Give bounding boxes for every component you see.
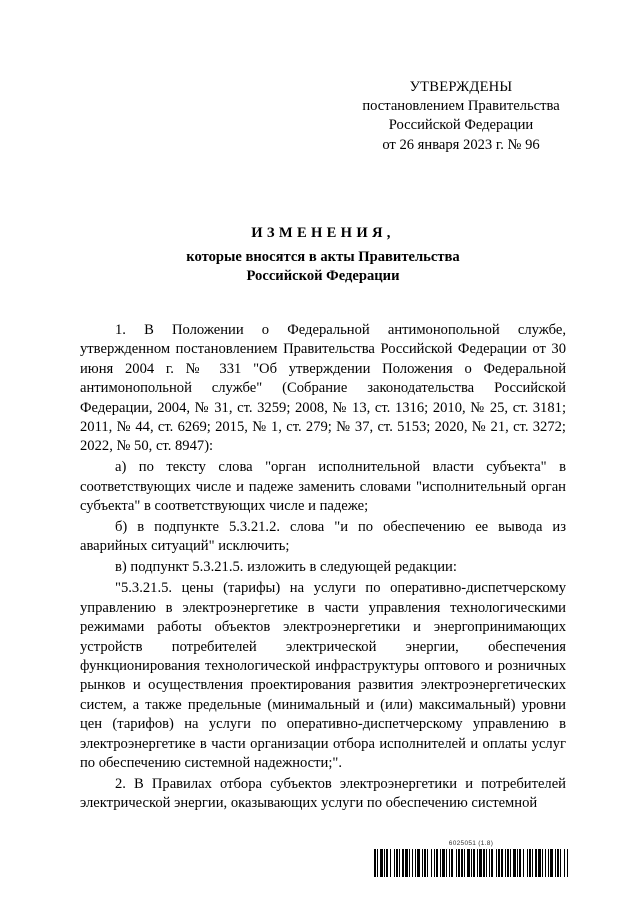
paragraph-subitem-v: в) подпункт 5.3.21.5. изложить в следующей редакции: [115, 559, 457, 576]
approval-date-number: от 26 января 2023 г. № 96 [382, 136, 540, 153]
barcode-number: 6025051 (1.8) [448, 840, 494, 847]
paragraph-subitem-b: б) в подпункте 5.3.21.2. слова "и по обеспечению ее вывода из аварийных ситуаций" исключить; [80, 519, 566, 555]
document-title: ИЗМЕНЕНИЯ, [251, 225, 395, 241]
barcode-image [374, 849, 568, 877]
paragraph-item-1: 1. В Положении о Федеральной антимонопольной службе, утвержденном постановлением Правительства Российской Федерации от 30 июня 2004 г. № 331 "Об утверждении Положения о Федеральной антимонопольной службе" (Собрание законодательства Российской Федерации, 2004, № 31, ст. 3259; 2008, № 13, ст. 1316; 2010, № 25, ст. 3181; 2011, № 44, ст. 6269; 2015, № 1, ст. 279; № 37, ст. 5153; 2020, № 21, ст. 3272; 2022, № 50, ст. 8947): [80, 322, 566, 455]
approval-authority-country: Российской Федерации [388, 117, 534, 134]
paragraph-quoted-text: "5.3.21.5. цены (тарифы) на услуги по оперативно-диспетчерскому управлению в электроэнергетике в части управления технологическими режимами работы объектов электроэнергетики и энергопринимающих устройств потребителей электрической энергии, обеспечения функционирования технологической инфраструктуры оптового и розничных рынков и осуществления проектирования развития электроэнергетических систем, а также предельные (минимальный и (или) максимальный) уровни цен (тарифов) на услуги по оперативно-диспетчерскому управлению в электроэнергетике в части организации отбора исполнителей и оплаты услуг по обеспечению системной надежности;". [80, 580, 566, 771]
approval-stamp [330, 78, 592, 155]
paragraph-subitem-a: а) по тексту слова "орган исполнительной власти субъекта" в соответствующих числе и падеже заменить словами "исполнительный орган субъекта" в соответствующих числе и падеже; [80, 459, 566, 515]
paragraph-item-2: 2. В Правилах отбора субъектов электроэнергетики и потребителей электрической энергии, оказывающих услуги по обеспечению системной [80, 775, 566, 812]
document-subtitle [80, 248, 566, 286]
approval-label: УТВЕРЖДЕНЫ [409, 79, 513, 95]
document-body [80, 321, 566, 815]
document-subtitle-line1: которые вносятся в акты Правительства [186, 249, 460, 265]
document-subtitle-line2: Российской Федерации [246, 268, 400, 285]
document-footer [374, 840, 568, 877]
approval-authority: постановлением Правительства [362, 98, 560, 115]
